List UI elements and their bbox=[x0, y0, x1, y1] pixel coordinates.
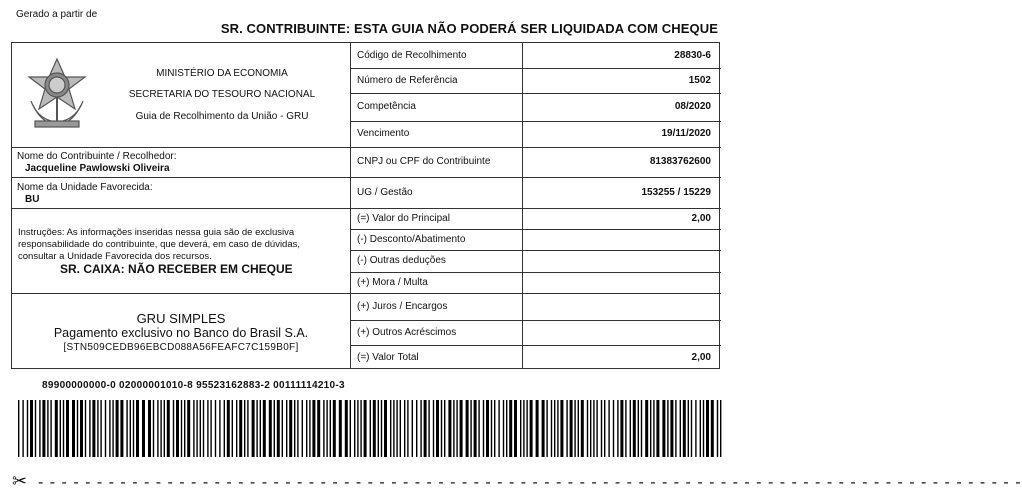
row-divider bbox=[350, 208, 721, 209]
cheque-warning-title: SR. CONTRIBUINTE: ESTA GUIA NÃO PODERÁ SER LIQUIDADA COM CHEQUE bbox=[220, 21, 718, 36]
field-value: 2,00 bbox=[691, 351, 711, 363]
generated-from-label: Gerado a partir de bbox=[16, 9, 98, 20]
row-divider bbox=[350, 177, 721, 178]
field-label: (-) Desconto/Abatimento bbox=[357, 233, 466, 245]
row-divider bbox=[350, 93, 721, 94]
secretariat-name: SECRETARIA DO TESOURO NACIONAL bbox=[128, 89, 316, 100]
gru-slip bbox=[11, 42, 720, 369]
ministry-name: MINISTÉRIO DA ECONOMIA bbox=[156, 68, 288, 79]
coat-of-arms-icon bbox=[21, 55, 93, 133]
field-label: Vencimento bbox=[357, 128, 410, 139]
cashier-warning: SR. CAIXA: NÃO RECEBER EM CHEQUE bbox=[60, 262, 293, 276]
document-type: Guia de Recolhimento da União - GRU bbox=[135, 111, 309, 122]
dashed-line: - - - - - - - - - - - - - - - - - - - - - - - - - - - - - - - - - - - - - - - - - - - - - - - - - - - - - - - - - - - - - - - - - - - - - - - - - - - - - - - - - - - - bbox=[38, 474, 1022, 491]
field-label: (+) Juros / Encargos bbox=[357, 300, 448, 312]
unit-label: Nome da Unidade Favorecida: bbox=[17, 182, 153, 193]
field-label: Número de Referência bbox=[357, 74, 458, 86]
field-label: (+) Outros Acréscimos bbox=[357, 326, 457, 338]
gru-simples-title: GRU SIMPLES bbox=[136, 311, 226, 326]
contributor-name: Jacqueline Pawlowski Oliveira bbox=[25, 163, 170, 174]
field-label: (=) Valor do Principal bbox=[357, 212, 450, 224]
row-divider bbox=[350, 229, 721, 230]
field-label: Competência bbox=[357, 101, 416, 112]
row-divider bbox=[350, 147, 721, 148]
row-divider bbox=[350, 121, 721, 122]
field-value: 81383762600 bbox=[649, 156, 711, 167]
divider bbox=[12, 293, 350, 294]
contributor-label: Nome do Contribuinte / Recolhedor: bbox=[17, 151, 177, 162]
row-divider bbox=[350, 250, 721, 251]
row-divider bbox=[350, 345, 721, 346]
field-label: Código de Recolhimento bbox=[357, 49, 467, 61]
field-value: 1502 bbox=[688, 74, 711, 86]
bank-notice: Pagamento exclusivo no Banco do Brasil S.A. bbox=[53, 326, 309, 340]
divider bbox=[12, 177, 350, 178]
row-divider bbox=[350, 320, 721, 321]
barcode bbox=[18, 400, 723, 457]
field-label: (+) Mora / Multa bbox=[357, 276, 428, 288]
barcode-digits: 89900000000-0 02000001010-8 95523162883-2 00111114210-3 bbox=[42, 380, 345, 391]
divider bbox=[12, 147, 350, 148]
field-value: 08/2020 bbox=[674, 101, 711, 112]
field-value: 153255 / 15229 bbox=[641, 186, 711, 198]
field-label: UG / Gestão bbox=[357, 186, 413, 198]
field-label: (-) Outras deduções bbox=[357, 255, 446, 266]
unit-name: BU bbox=[25, 194, 40, 205]
divider bbox=[12, 208, 350, 209]
cut-line bbox=[12, 471, 1022, 495]
row-divider bbox=[350, 272, 721, 273]
org-header bbox=[12, 43, 350, 147]
instructions-text: Instruções: As informações inseridas nessa guia são de exclusiva responsabilidade do contribuinte, que deverá, em caso de dúvidas, consultar a Unidade Favorecida dos recursos. bbox=[18, 227, 301, 262]
field-label: (=) Valor Total bbox=[357, 351, 419, 363]
tracking-code: [STN509CEDB96EBCD088A56FEAFC7C159B0F] bbox=[63, 342, 299, 353]
field-value: 19/11/2020 bbox=[661, 128, 711, 139]
field-label: CNPJ ou CPF do Contribuinte bbox=[357, 156, 491, 167]
row-divider bbox=[350, 68, 721, 69]
field-value: 2,00 bbox=[691, 212, 711, 224]
scissors-icon: ✂ bbox=[12, 471, 28, 491]
field-value: 28830-6 bbox=[674, 49, 711, 61]
row-divider bbox=[350, 293, 721, 294]
